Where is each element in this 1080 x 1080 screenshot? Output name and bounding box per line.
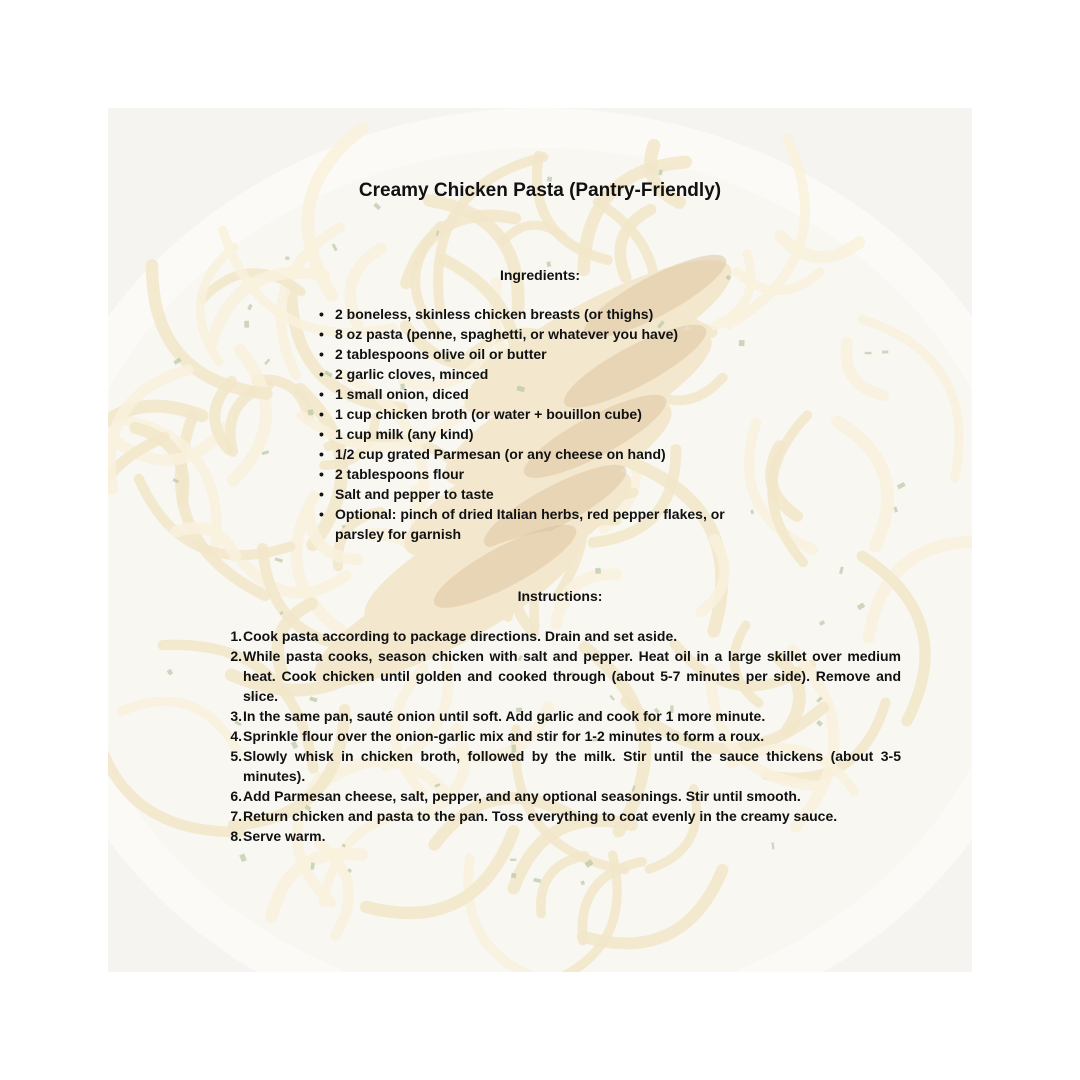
instruction-step [230,746,901,786]
instruction-text: Cook pasta according to package directions. Drain and set aside. [243,628,678,644]
instructions-list [230,626,901,846]
instruction-step [230,706,901,726]
ingredient-text: 8 oz pasta (penne, spaghetti, or whatever you have) [335,326,679,342]
ingredient-text: 2 tablespoons flour [335,466,465,482]
step-number: 1. [230,628,242,644]
bullet-icon: • [319,426,324,442]
instruction-text: While pasta cooks, season chicken with salt and pepper. Heat oil in a large skillet over medium heat. Cook chicken until golden and cooked through (about 5-7 minutes per side). Remove and slice. [243,648,901,704]
instruction-text: Serve warm. [243,828,326,844]
ingredient-item [319,404,755,424]
step-number: 5. [230,748,242,764]
ingredient-text: 1 small onion, diced [335,386,469,402]
ingredient-item [319,364,755,384]
step-number: 4. [230,728,242,744]
step-number: 2. [230,648,242,664]
ingredient-text: 2 boneless, skinless chicken breasts (or thighs) [335,306,654,322]
ingredient-text: 2 tablespoons olive oil or butter [335,346,547,362]
bullet-icon: • [319,366,324,382]
recipe-card [108,108,972,972]
recipe-title: Creamy Chicken Pasta (Pantry-Friendly) [358,180,722,201]
ingredient-text: 1 cup milk (any kind) [335,426,474,442]
bullet-icon: • [319,486,324,502]
ingredient-text: 1/2 cup grated Parmesan (or any cheese on hand) [335,446,666,462]
instruction-text: Add Parmesan cheese, salt, pepper, and any optional seasonings. Stir until smooth. [243,788,801,804]
ingredient-item [319,304,755,324]
step-number: 6. [230,788,242,804]
step-number: 8. [230,828,242,844]
ingredients-heading: Ingredients: [499,267,581,283]
bullet-icon: • [319,326,324,342]
instruction-text: Return chicken and pasta to the pan. Toss everything to coat evenly in the creamy sauce. [243,808,838,824]
ingredient-item [319,324,755,344]
step-number: 3. [230,708,242,724]
ingredient-text: 1 cup chicken broth (or water + bouillon cube) [335,406,642,422]
bullet-icon: • [319,386,324,402]
instructions-heading: Instructions: [517,588,603,604]
ingredient-item [319,504,755,544]
instruction-text: Slowly whisk in chicken broth, followed by the milk. Stir until the sauce thickens (about 3-5 minutes). [243,748,901,784]
instruction-text: Sprinkle flour over the onion-garlic mix and stir for 1-2 minutes to form a roux. [243,728,765,744]
bullet-icon: • [319,406,324,422]
ingredient-text: 2 garlic cloves, minced [335,366,489,382]
bullet-icon: • [319,306,324,322]
ingredient-item [319,444,755,464]
ingredient-item [319,344,755,364]
instruction-text: In the same pan, sauté onion until soft. Add garlic and cook for 1 more minute. [243,708,766,724]
ingredient-item [319,484,755,504]
bullet-icon: • [319,506,324,522]
ingredient-text: Salt and pepper to taste [335,486,494,502]
ingredient-item [319,464,755,484]
ingredient-item [319,424,755,444]
ingredient-item [319,384,755,404]
instruction-step [230,626,901,646]
instruction-step [230,646,901,706]
bullet-icon: • [319,466,324,482]
instruction-step [230,826,901,846]
bullet-icon: • [319,446,324,462]
ingredient-text: Optional: pinch of dried Italian herbs, red pepper flakes, or parsley for garnish [335,506,725,542]
ingredients-list [319,304,755,544]
bullet-icon: • [319,346,324,362]
instruction-step [230,786,901,806]
instruction-step [230,806,901,826]
instruction-step [230,726,901,746]
step-number: 7. [230,808,242,824]
